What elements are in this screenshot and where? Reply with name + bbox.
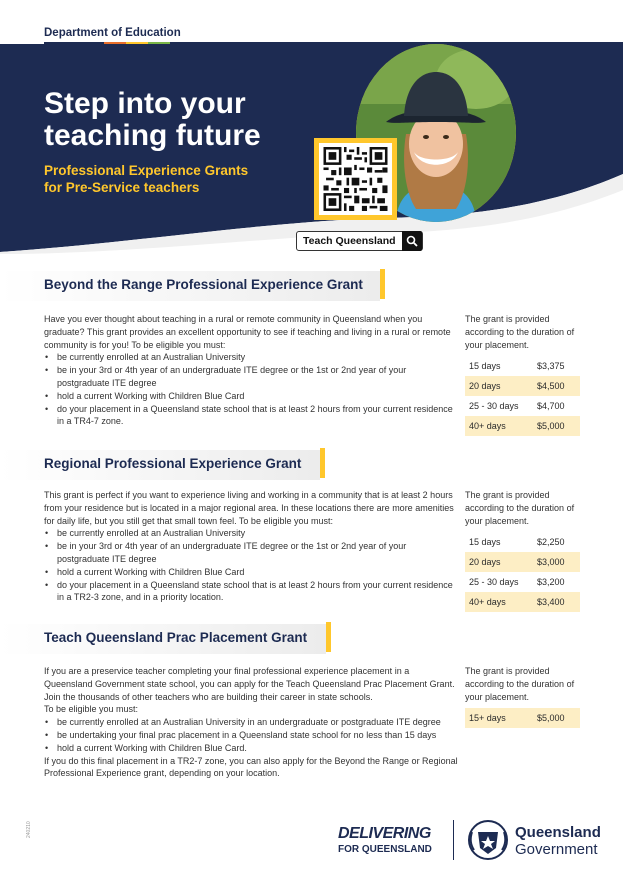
hero-subtitle-line: for Pre-Service teachers [44,180,200,195]
days-cell: 40+ days [465,592,533,612]
grant-table [465,356,580,436]
top-bar [0,0,623,44]
hero-title-line: teaching future [44,119,261,152]
table-row [465,592,580,612]
document-code: 240210 [26,821,32,838]
qr-code-inner [319,143,392,215]
qr-pattern-icon [323,147,388,211]
section-title: Regional Professional Experience Grant [44,456,302,471]
list-item: • be currently enrolled at an Australian University in an undergraduate or postgraduate ITE degree [44,716,459,729]
amount-cell: $5,000 [533,708,580,728]
list-item: • do your placement in a Queensland state school that is at least 2 hours from your current residence in a TR2-3 zone, and in a priority location. [44,579,459,605]
side-intro: The grant is provided according to the duration of your placement. [465,666,575,702]
hero-subtitle [44,162,284,196]
amount-cell: $3,200 [533,572,580,592]
days-cell: 15 days [465,532,533,552]
eligibility-list [44,716,459,754]
table-row [465,708,580,728]
section-intro: Have you ever thought about teaching in a rural or remote community in Queensland when you graduate? This grant provides an excellent opportunity to see if teaching and living in a rural or remote community is for you! To be eligible you must: [44,314,451,350]
section-heading [0,271,385,301]
days-cell: 15+ days [465,708,533,728]
delivering-line: DELIVERING [338,825,431,842]
amount-cell: $4,700 [533,396,580,416]
list-item: • be in your 3rd or 4th year of an undergraduate ITE degree or the 1st or 2nd year of your postgraduate ITE degree [44,364,459,390]
section-title: Beyond the Range Professional Experience Grant [44,277,363,292]
section-title: Teach Queensland Prac Placement Grant [44,630,308,645]
grant-side-panel [465,489,580,612]
table-row [465,416,580,436]
eligibility-list [44,351,459,428]
grant-side-panel [465,665,580,728]
amount-cell: $3,400 [533,592,580,612]
queensland-crest-icon [466,818,510,867]
section-body [44,665,459,780]
section-intro-2: To be eligible you must: [44,704,139,715]
table-row [465,552,580,572]
qg-line: Queensland [515,824,601,841]
list-item: • be undertaking your final prac placement in a Queensland state school for no less than 15 days [44,729,459,742]
qg-line: Government [515,841,598,858]
heading-accent [326,622,331,652]
list-item: • hold a current Working with Children Blue Card [44,390,459,403]
department-name: Department of Education [44,27,181,39]
days-cell: 25 - 30 days [465,572,533,592]
hero-subtitle-line: Professional Experience Grants [44,163,249,178]
delivering-subline: FOR QUEENSLAND [338,844,432,855]
grant-table [465,532,580,612]
delivering-logo [338,826,432,856]
side-intro: The grant is provided according to the duration of your placement. [465,314,575,350]
amount-cell: $5,000 [533,416,580,436]
list-item: • do your placement in a Queensland state school that is at least 2 hours from your current residence in a TR4-7 zone. [44,403,459,429]
list-item: • be in your 3rd or 4th year of an undergraduate ITE degree or the 1st or 2nd year of your postgraduate ITE degree [44,540,459,566]
teach-queensland-search[interactable] [296,231,423,251]
amount-cell: $4,500 [533,376,580,396]
section-body [44,313,459,428]
days-cell: 40+ days [465,416,533,436]
section-intro: If you are a preservice teacher completing your final professional experience placement in a Queensland Government state school, you can apply for the Teach Queensland Prac Placement Grant. Join the thousands of other teachers who are building their career in state schools. [44,666,455,702]
list-item: • be currently enrolled at an Australian University [44,351,459,364]
eligibility-list [44,527,459,604]
list-item: • be currently enrolled at an Australian University [44,527,459,540]
search-label: Teach Queensland [303,235,396,247]
grant-side-panel [465,313,580,436]
amount-cell: $2,250 [533,532,580,552]
table-row [465,572,580,592]
list-item: • hold a current Working with Children Blue Card [44,566,459,579]
queensland-government-wordmark [515,824,601,858]
heading-accent [320,448,325,478]
days-cell: 20 days [465,376,533,396]
hero-title [44,88,344,152]
list-item: • hold a current Working with Children Blue Card. [44,742,459,755]
side-intro: The grant is provided according to the duration of your placement. [465,490,575,526]
search-icon[interactable] [402,231,422,251]
table-row [465,396,580,416]
qr-code[interactable] [314,138,397,220]
footer-divider [453,820,454,860]
section-intro: This grant is perfect if you want to experience living and working in a community that is at least 2 hours from your residence but is located in a major regional area. In these locations there are more amenities for daily life, but you still get that small town feel. To be eligible you must: [44,490,454,526]
days-cell: 20 days [465,552,533,572]
days-cell: 15 days [465,356,533,376]
heading-accent [380,269,385,299]
table-row [465,532,580,552]
hero-title-line: Step into your [44,87,246,120]
amount-cell: $3,375 [533,356,580,376]
days-cell: 25 - 30 days [465,396,533,416]
section-body [44,489,459,604]
section-heading [0,624,335,654]
table-row [465,376,580,396]
section-heading [0,450,330,480]
amount-cell: $3,000 [533,552,580,572]
table-row [465,356,580,376]
section-outro: If you do this final placement in a TR2-7 zone, you can also apply for the Beyond the Range or Regional Professional Experience grant, depending on your location. [44,755,458,779]
grant-table [465,708,580,728]
